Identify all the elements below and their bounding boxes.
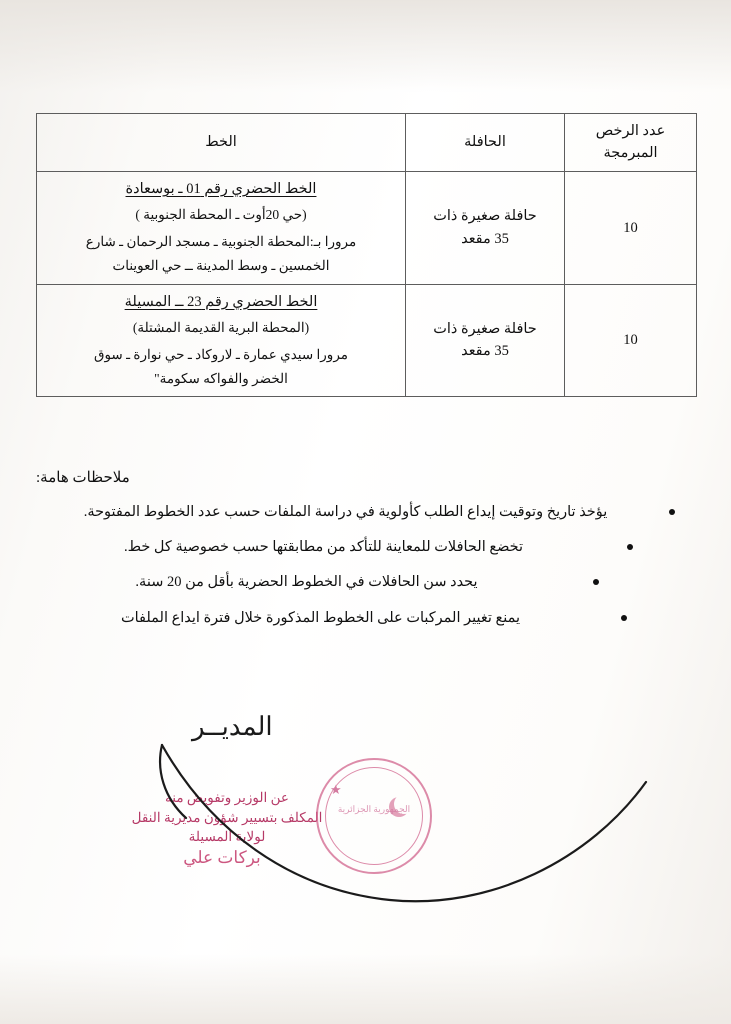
routes-table-container — [36, 113, 697, 397]
cell-bus-type — [406, 284, 565, 397]
stamp-inner-text: الجمهورية الجزائرية — [337, 804, 411, 814]
line-route-part-1: مرورا سيدي عمارة ـ لاروكاد ـ حي نوارة ـ سوق — [93, 346, 349, 362]
bus-type-line-1: حافلة صغيرة ذات — [433, 320, 537, 337]
line-route-part-2: الخضر والفواكه سكومة" — [154, 370, 288, 386]
bus-type-line-2: 35 مقعد — [461, 343, 509, 360]
director-title: المديــر — [192, 712, 273, 741]
line-route-part-2: الخمسين ـ وسط المدينة ــ حي العوينات — [112, 257, 330, 273]
table-body — [37, 171, 697, 396]
column-header-bus: الحافلة — [406, 114, 565, 172]
stamp-text-block — [112, 788, 342, 847]
bus-type-line-2: 35 مقعد — [461, 230, 509, 247]
notes-list — [36, 501, 697, 630]
notes-title: ملاحظات هامة: — [36, 470, 130, 486]
list-item: يؤخذ تاريخ وتوقيت إيداع الطلب كأولوية في دراسة الملفات حسب عدد الخطوط المفتوحة. — [36, 501, 697, 524]
list-item: تخضع الحافلات للمعاينة للتأكد من مطابقتها حسب خصوصية كل خط. — [36, 536, 697, 559]
list-item: يحدد سن الحافلات في الخطوط الحضرية بأقل من 20 سنة. — [36, 571, 697, 594]
signature-section — [0, 700, 731, 930]
stamp-line-2: المكلف بتسيير شؤون مديرية النقل — [131, 809, 323, 825]
official-round-stamp-icon — [316, 758, 432, 874]
table-header — [37, 114, 697, 172]
star-icon: ★ — [330, 782, 342, 797]
table-row — [37, 171, 697, 284]
notes-section — [36, 468, 697, 642]
column-header-line: الخط — [37, 114, 406, 172]
cell-licenses-count: 10 — [565, 284, 697, 397]
line-endpoints: (حي 20أوت ـ المحطة الجنوبية ) — [135, 207, 307, 223]
stamp-line-3: لولاية المسيلة — [188, 829, 266, 845]
line-route-part-1: مرورا بـ:المحطة الجنوبية ـ مسجد الرحمان ـ شارع — [85, 234, 357, 250]
stamp-signature-name: بركات علي — [183, 848, 261, 867]
line-title: الخط الحضري رقم 01 ـ بوسعادة — [125, 180, 317, 197]
cell-licenses-count: 10 — [565, 171, 697, 284]
routes-table — [36, 113, 697, 397]
column-header-licenses: عدد الرخص المبرمجة — [565, 114, 697, 172]
line-title: الخط الحضري رقم 23 ــ المسيلة — [124, 293, 318, 310]
cell-bus-type — [406, 171, 565, 284]
table-header-row — [37, 114, 697, 172]
cell-line-description — [37, 171, 406, 284]
stamp-line-1: عن الوزير وتفويض منه — [165, 790, 289, 805]
table-row — [37, 284, 697, 397]
bus-type-line-1: حافلة صغيرة ذات — [433, 208, 537, 225]
line-endpoints: (المحطة البرية القديمة المشتلة) — [132, 320, 310, 336]
cell-line-description — [37, 284, 406, 397]
list-item: يمنع تغيير المركبات على الخطوط المذكورة خلال فترة ايداع الملفات — [36, 607, 697, 630]
